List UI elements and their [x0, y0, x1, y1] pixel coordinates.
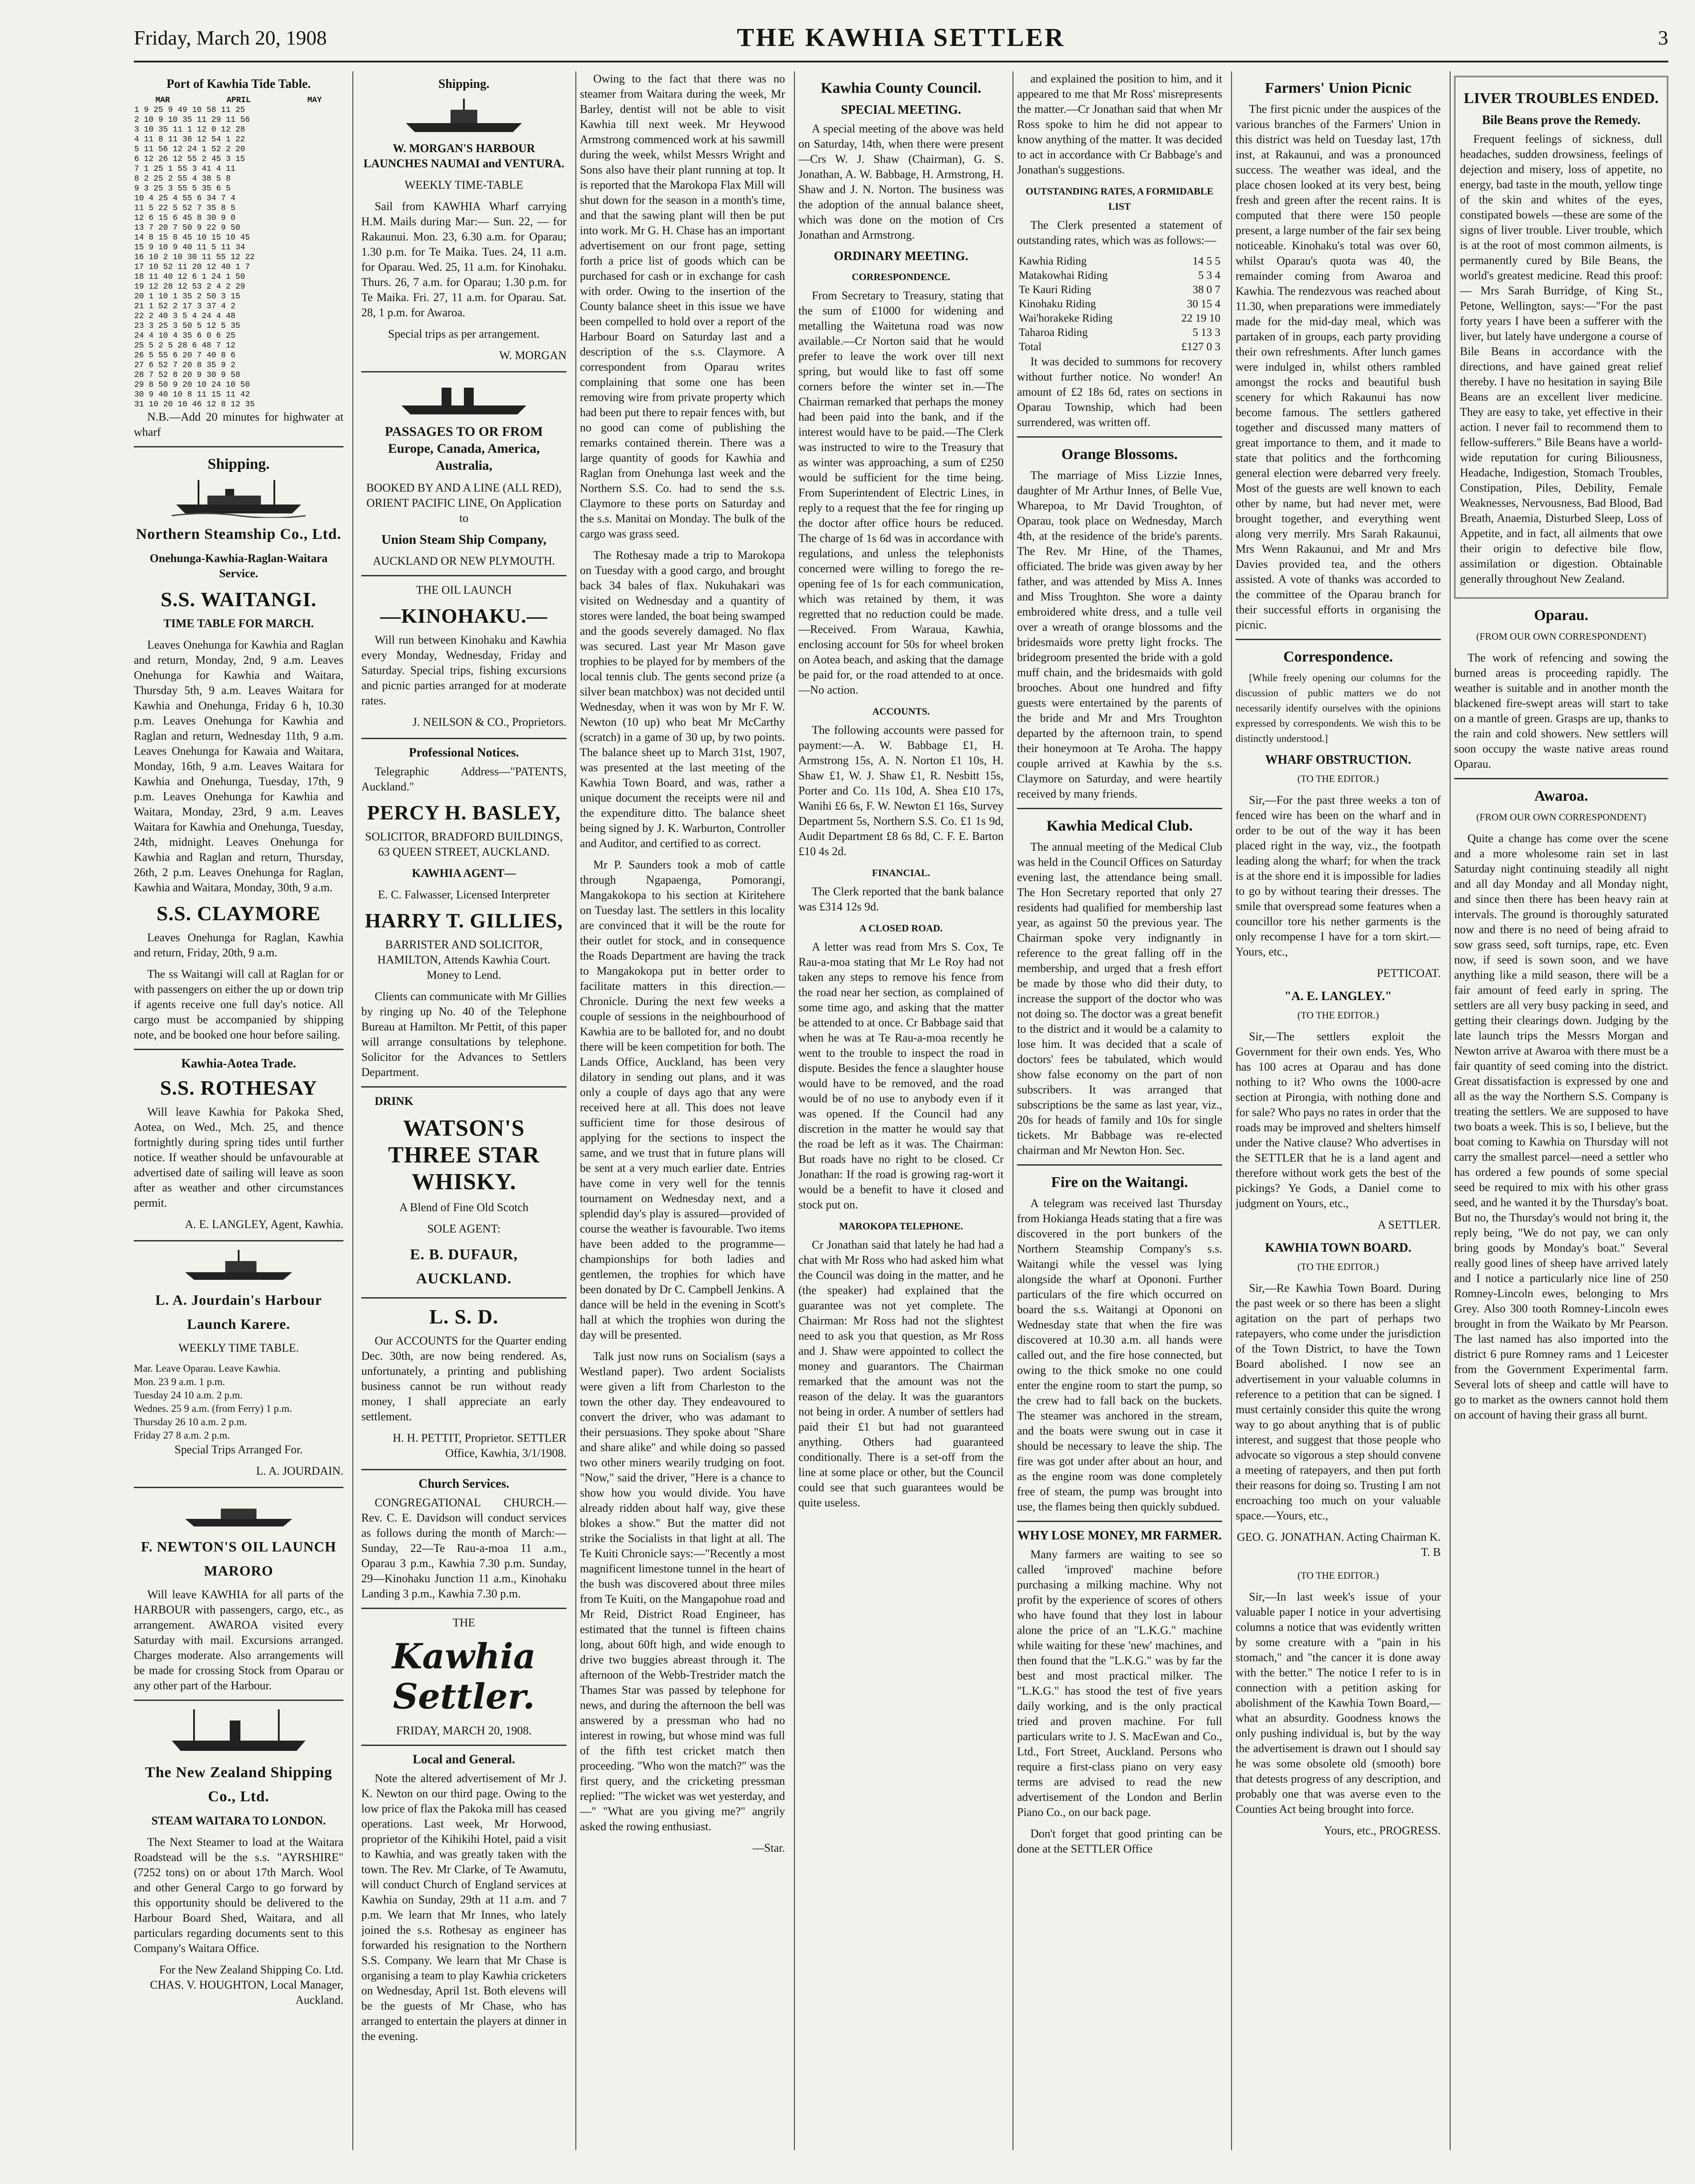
tide-row-text: 15 9 10 9 40 11 5 11 34: [134, 243, 245, 252]
tide-row: [134, 125, 343, 135]
to-editor-label: (TO THE EDITOR.): [1297, 773, 1379, 784]
tide-row: [134, 341, 343, 351]
waitangi-text: Leaves Onehunga for Kawhia and Raglan and return, Monday, 2nd, 9 a.m. Leaves Onehunga for Kawhia and Waitara, Thursday 5th, 9 a.m. Leaves Waitara for Kawhia and Onehunga, Friday 6 h, 10.30 p.m. Leaves Onehunga for Kawhia and Raglan and return, Wednesday 11th, 9 a.m. Leaves Onehunga for Kawaia and Waitara, Monday, 16th, 9 a.m. Leaves Waitara for Kawhia and Onehunga, Tuesday, 17th, 9 p.m. Leaves Onehunga for Kawhia and Waitara, Monday, 23rd, 9 a.m. Leaves Waitara for Kawhia and Onehunga, Tuesday, 24th, midnight. Leaves Onehunga for Kawhia and Raglan and return, Thursday, 26th, 2 p.m. Leaves Onehunga for Raglan, Kawhia and Waitara, Monday, 30th, 9 a.m.: [134, 638, 343, 894]
news-text-4: Talk just now runs on Socialism (says a Westland paper). Two ardent Socialists were given a lift from Charleston to the town the other day. They endeavoured to convert the driver, who was adamant to their persuasions. They spoke about "Share and share alike" and while doing so passed two other miners wearily trudging on foot. "Now," said the driver, "Here is a chance to show how you would divide. You have already ridden about half way, give these blokes a show." But the matter did not strike the Socialists in that light at all. The Te Kuiti Chronicle says:—"Recently a most magnificent limestone tunnel in the heart of the bush was discovered about three miles from Te Kuiti, on the Mangapohue road and Mr Reid, District Road Engineer, has estimated that the tunnel is fifteen chains long, about 60ft high, and wide enough to drive two buggies abreast through it. The afternoon of the Webb-Trestrider match the Thames Star was passed by telephone for news, and during the afternoon the bell was answered by a pressman who had no interest in rowing, but whose mind was full of the fifth test cricket match then proceeding. "Who won the match?" was the first query, and the cricketing pressman replied: "The wicket was wet yesterday, and—" "What are you giving me?" angrily asked the rowing enthusiast.: [580, 1350, 785, 1833]
column-divider: [352, 71, 353, 2150]
correspondence-subheading: CORRESPONDENCE.: [852, 271, 951, 282]
tide-row-text: 21 1 52 2 17 3 37 4 2: [134, 302, 236, 311]
tide-row-text: 16 10 2 10 30 11 55 12 22: [134, 253, 255, 262]
tide-row: [134, 252, 343, 262]
rates-amount: 30 15 4: [1187, 298, 1220, 310]
liner-icon: [397, 379, 531, 419]
tide-row-text: 31 10 20 10 46 12 8 12 35: [134, 400, 255, 409]
tide-row: [134, 360, 343, 370]
jourdain-row: Friday 27 8 a.m. 2 p.m.: [134, 1430, 230, 1441]
column-1: [134, 71, 343, 2150]
tide-row-text: 18 11 40 12 6 1 24 1 50: [134, 273, 245, 281]
tide-row-text: 26 5 55 6 20 7 40 8 6: [134, 351, 236, 360]
marokopa-text: Cr Jonathan said that lately he had had a chat with Mr Ross who had asked him what the Council was doing in the matter, and he (the speaker) had explained that the guarantee was not yet complete. The Chairman: Mr Ross had not the slightest need to ask you that question, as Mr Ross and J. Shaw were appointed to collect the money and guarantors. The Chairman remarked that the amount was not the reason of the delay. It was the guarantors not being in order. A number of settlers had paid their £1 but had not guaranteed anything. Others had guaranteed conditionally. There is a set-off from the line at some place or other, but the Council could see that such guarantees would be quite useless.: [798, 1238, 1004, 1509]
jourdain-row: Mon. 23 9 a.m. 1 p.m.: [134, 1376, 225, 1387]
closing-note: Don't forget that good printing can be done at the SETTLER Office: [1017, 1827, 1222, 1855]
to-editor-label: (TO THE EDITOR.): [1297, 1570, 1379, 1581]
correspondence-note: [While freely opening our columns for the discussion of public matters we do not necessarily identify ourselves with the opinions expressed by correspondents. We wish this to be distinctly understood.]: [1236, 672, 1441, 744]
column-divider: [1450, 71, 1451, 2150]
picnic-heading: Farmers' Union Picnic: [1265, 80, 1412, 96]
oparau-heading: Oparau.: [1534, 607, 1588, 624]
nsc-route: Onehunga-Kawhia-Raglan-Waitara Service.: [149, 552, 328, 580]
professional-heading: Professional Notices.: [409, 746, 519, 760]
rates-table: [1017, 254, 1222, 354]
tide-row-text: 30 9 40 10 8 11 15 11 42: [134, 390, 250, 399]
tide-table: [134, 95, 343, 410]
nz-shipping-text: The Next Steamer to load at the Waitara Roadstead will be the s.s. "AYRSHIRE" (7252 tons) on or about 17th March. Wool and other General Cargo to go forward by this opportunity should be delivered to the Harbour Board Shed, Waitara, and all particulars regarding documents sent to this Company's Waitara Office.: [134, 1836, 343, 1955]
morgan-text: Sail from KAWHIA Wharf carrying H.M. Mails during Mar:— Sun. 22, — for Rakaunui. Mon. 23, 6.30 a.m. for Oparau; 1.30 p.m. for Te Maika. Tues. 24, 11 a.m. for Oparau. Wed. 25, 11 a.m. for Kinohaku. Thurs. 26, 7 a.m. for Oparau; 1.30 p.m. for Te Maika. Fri. 27, 11 a.m. for Oparau. Sat. 28, 1 p.m. for Awaroa.: [361, 200, 566, 319]
nameplate: Kawhia Settler.: [392, 1636, 536, 1717]
drink-label: DRINK: [375, 1095, 413, 1108]
liver-advert: [1454, 76, 1668, 599]
townboard-heading: KAWHIA TOWN BOARD.: [1265, 1241, 1412, 1255]
rothesay-text: Will leave Kawhia for Pakoka Shed, Aotea, on Wed., Mch. 25, and thence fortnightly during spring tides until further notice. If weather should be unfavourable at advertised date of sailing will leave as soon after as weather and other circumstances permit.: [134, 1105, 343, 1209]
rates-amount: 22 19 10: [1181, 312, 1220, 324]
to-editor-label: (TO THE EDITOR.): [1297, 1009, 1379, 1021]
tide-row: [134, 105, 343, 115]
gillies-text: BARRISTER AND SOLICITOR, HAMILTON, Attends Kawhia Court. Money to Lend.: [377, 938, 550, 981]
rates-riding: Te Kauri Riding: [1019, 284, 1091, 296]
shipping-heading: Shipping.: [438, 77, 490, 91]
tide-month: MAR: [155, 96, 170, 105]
correspondence-text: From Secretary to Treasury, stating that the sum of £1000 for widening and metalling the Waitetuna road was now available.—Cr Norton said that he would prefer to leave the work over till next spring, but would like to fast off some corners before the winter set in.—The Chairman remarked that perhaps the money had been paid into the bank, and if the interest would have to be paid.—The Clerk was instructed to wire to the Treasury that as winter was approaching, a sum of £250 would be sufficient for the time being. From Superintendent of Electric Lines, in reply to a request that the fee for ringing up the doctor after office hours be reduced. The charge of 1s 6d was in accordance with regulations, and unless the telephonists concerned were willing to forego the re-opening fee of 1s for each communication, which was retained by them, it was regretted that no reduction could be made.—Received. From Waraua, Kawhia, enclosing account for 50s for wheel broken on Aotea beach, and asking that the damage be paid for, or the road attended to at once.—No action.: [798, 289, 1004, 696]
tide-row-text: 14 8 15 8 45 10 15 10 45: [134, 233, 250, 242]
langley-signature: A SETTLER.: [1377, 1218, 1441, 1231]
tide-row-text: 23 3 25 3 50 5 12 5 35: [134, 322, 240, 331]
watsons-title: WATSON'S THREE STAR WHISKY.: [388, 1116, 540, 1195]
accounts-text: The following accounts were passed for payment:—A. W. Babbage £1, H. Armstrong 15s, A. N. Norton £1 10s, H. Shaw £1, W. J. Shaw £1, R. Nesbitt 15s, Porter and Co. 11s 10d, A. Shea £10 17s, Wanihi £6 6s, F. W. Newton £1 16s, Survey Department 5s, Northern S.S. Co. £1 1s 9d, Audit Department £8 6s 8d, C. F. E. Barton £10 4s 2d.: [798, 724, 1004, 858]
nz-shipping-signature: For the New Zealand Shipping Co. Ltd. CHAS. V. HOUGHTON, Local Manager, Auckland.: [150, 1963, 343, 2006]
outstanding-heading: OUTSTANDING RATES, A FORMIDABLE LIST: [1025, 186, 1214, 212]
oil-launch-icon: [181, 1494, 297, 1530]
rates-riding: Total: [1019, 341, 1042, 353]
wharf-heading: WHARF OBSTRUCTION.: [1265, 753, 1411, 767]
news-signature: —Star.: [752, 1841, 785, 1854]
rates-row: [1017, 283, 1222, 297]
telegraphic-address: Telegraphic Address—"PATENTS, Auckland.": [361, 765, 566, 793]
tide-row: [134, 213, 343, 223]
rates-row: [1017, 269, 1222, 283]
passages-title: PASSAGES TO OR FROM Europe, Canada, America, Australia,: [384, 424, 543, 473]
own-correspondent-label: (FROM OUR OWN CORRESPONDENT): [1476, 811, 1646, 823]
tide-row: [134, 351, 343, 360]
column-divider: [794, 71, 795, 2150]
rates-amount: 38 0 7: [1192, 284, 1220, 296]
church-text: CONGREGATIONAL CHURCH.—Rev. C. E. Davidson will conduct services as follows during the month of March:— Sunday, 22—Te Rau-a-moa 11 a.m., Oparau 3 p.m., Kawhia 7.30 p.m. Sunday, 29—Kinohaku Junction 11 a.m., Kinohaku Landing 3 p.m., Kawhia 7.30 p.m.: [361, 1496, 566, 1600]
wharf-signature: PETTICOAT.: [1377, 967, 1441, 980]
tide-row: [134, 282, 343, 292]
tide-row: [134, 292, 343, 302]
rates-riding: Matakowhai Riding: [1019, 269, 1108, 281]
townboard-text: Sir,—Re Kawhia Town Board. During the past week or so there has been a slight agitation on the part of perhaps two ratepayers, who come under the jurisdiction of the Town District, to have the Town Board abolished. I now see an advertisement in your valuable columns in reference to a petition that can be signed. I must certainly consider this quite the wrong way to go about anything that is of public interest, and suggest that those people who advocate so vigorous a step should convene a meeting of ratepayers, and then put forth their reasons for doing so. Trusting I am not encroaching too much on your valuable space.—Yours, etc.,: [1236, 1282, 1441, 1522]
morgan-timetable: WEEKLY TIME-TABLE: [404, 178, 524, 191]
tide-row: [134, 331, 343, 341]
paper-title: THE KAWHIA SETTLER: [737, 23, 1065, 52]
nameplate-small: THE: [452, 1616, 475, 1629]
tide-table-title: Port of Kawhia Tide Table.: [166, 77, 311, 91]
column-divider: [575, 71, 576, 2150]
tide-row-text: 10 4 25 4 55 6 34 7 4: [134, 194, 236, 203]
tide-row-text: 5 11 56 12 24 1 52 2 20: [134, 145, 245, 154]
morgan-note: Special trips as per arrangement.: [388, 327, 540, 340]
jourdain-title: L. A. Jourdain's Harbour Launch Karere.: [155, 1292, 322, 1332]
tide-row: [134, 311, 343, 321]
union-sub: AUCKLAND OR NEW PLYMOUTH.: [372, 554, 555, 567]
launch-icon: [181, 1248, 297, 1283]
tide-row: [134, 302, 343, 311]
basley-name: PERCY H. BASLEY,: [367, 801, 561, 824]
jourdain-row: Thursday 26 10 a.m. 2 p.m.: [134, 1416, 247, 1427]
financial-subheading: FINANCIAL.: [872, 867, 930, 878]
tide-row: [134, 390, 343, 400]
tide-row-text: 6 12 26 12 55 2 45 3 15: [134, 155, 245, 164]
tide-row: [134, 174, 343, 184]
awaroa-heading: Awaroa.: [1534, 788, 1588, 804]
kinohaku-title: —KINOHAKU.—: [380, 604, 548, 627]
agent-heading: KAWHIA AGENT—: [412, 867, 516, 880]
column-3: [580, 71, 785, 2150]
nameplate-date: FRIDAY, MARCH 20, 1908.: [396, 1724, 532, 1737]
medical-text: The annual meeting of the Medical Club was held in the Council Offices on Saturday evening last, the attendance being small. The Hon Secretary reported that only 27 residents had qualified for membership last year, as against 50 the previous year. The Chairman spoke very indignantly in reference to the great falling off in the membership, and urged that a fresh effort be made by those who did their duty, to increase the support of the doctor who was not doing so. The doctor was a great benefit to the district and it would be a calamity to lose him. It was decided that a scale of doctors' fees be tabulated, which would show false economy on the part of non subscribers. It was arranged that subscriptions be the same as last year, viz., 20s for heads of family and 10s for single tickets. Mr Babbage was re-elected chairman and Mr Newton Hon. Sec.: [1017, 840, 1222, 1157]
tide-row: [134, 380, 343, 390]
rates-riding: Wai'horakeke Riding: [1019, 312, 1113, 324]
progress-letter-text: Sir,—In last week's issue of your valuable paper I notice in your advertising columns a notice that was evidently written by some creature with a "pain in his stomach," and "the cancer it is done away with the better." The notice I refer to is in connection with a petition asking for abolishment of the Kawhia Town Board,—what an absurdity. Goodness knows the only pushing individual is, but by the way the advertisement is drawn out I should say he was some obsolete old (smooth) bore that detests progress of any description, and probably one that was averse even to the Counties Act being brought into force.: [1236, 1590, 1441, 1816]
lsd-title: L. S. D.: [429, 1305, 499, 1328]
langley-text: Sir,—The settlers exploit the Government for their own ends. Yes, Who has 100 acres at Oparau and has done nothing to it? Who owns the 1000-acre section at Pirongia, with nothing done and for sale? Who pays no rates in order that the roads may be improved and shelters himself under the Native clause? Who advertises in the SETTLER that he is a land agent and therefore without work gets the best of the pickings? Ye Gods, a Daniel come to judgment on Yours, etc.,: [1236, 1030, 1441, 1210]
lsd-text: Our ACCOUNTS for the Quarter ending Dec. 30th, are now being rendered. As, unfortunately, a printing and publishing business cannot be run without ready money, I shall appreciate an early settlement.: [361, 1334, 566, 1423]
tide-note: N.B.—Add 20 minutes for highwater at wharf: [134, 410, 343, 438]
lsd-signature: H. H. PETTIT, Proprietor. SETTLER Office, Kawhia, 3/1/1908.: [393, 1431, 566, 1460]
passages-text: BOOKED BY AND A LINE (ALL RED), ORIENT PACIFIC LINE, On Application to: [366, 481, 562, 525]
rates-amount: 5 3 4: [1198, 269, 1220, 281]
tide-row: [134, 223, 343, 233]
jourdain-row: Mar. Leave Oparau. Leave Kawhia.: [134, 1363, 281, 1374]
liver-subheading: Bile Beans prove the Remedy.: [1482, 113, 1641, 127]
tide-row-text: 12 6 15 6 45 8 30 9 0: [134, 214, 236, 223]
column-2: [361, 71, 566, 2150]
tide-row-text: 27 6 52 7 20 8 35 9 2: [134, 361, 236, 370]
tide-month: APRIL: [226, 96, 251, 105]
gillies-name: HARRY T. GILLIES,: [365, 909, 563, 932]
union-title: Union Steam Ship Company,: [381, 532, 547, 547]
rothesay-signature: A. E. LANGLEY, Agent, Kawhia.: [185, 1218, 343, 1231]
basley-text: SOLICITOR, BRADFORD BUILDINGS, 63 QUEEN STREET, AUCKLAND.: [365, 830, 563, 858]
closed-road-subheading: A CLOSED ROAD.: [859, 922, 943, 934]
townboard-signature: GEO. G. JONATHAN. Acting Chairman K. T. B: [1236, 1530, 1441, 1559]
tide-row: [134, 203, 343, 213]
tide-row-text: 7 1 25 1 55 3 41 4 11: [134, 165, 236, 174]
column-5: [1017, 71, 1222, 2150]
tide-row: [134, 262, 343, 272]
rates-note: It was decided to summons for recovery without further notice. No wonder! An amount of £2 18s 6d, rates on sections in Oparau Township, which had been surrendered, was written off.: [1017, 355, 1222, 429]
rothesay-name: S.S. ROTHESAY: [160, 1076, 318, 1099]
church-heading: Church Services.: [418, 1477, 509, 1491]
rates-amount: 14 5 5: [1192, 255, 1220, 267]
waitangi-name: S.S. WAITANGI.: [161, 588, 317, 611]
financial-text: The Clerk reported that the bank balance was £314 12s 9d.: [798, 885, 1004, 913]
morgan-title: W. MORGAN'S HARBOUR LAUNCHES NAUMAI and VENTURA.: [363, 142, 565, 170]
rates-amount: £127 0 3: [1181, 341, 1220, 353]
tide-row-text: 25 5 2 5 28 6 48 7 12: [134, 341, 236, 350]
tide-row: [134, 135, 343, 145]
tide-row: [134, 233, 343, 243]
watsons-sub: A Blend of Fine Old Scotch: [399, 1201, 529, 1214]
newton-title: F. NEWTON'S OIL LAUNCH MARORO: [141, 1539, 337, 1579]
news-text-2: The Rothesay made a trip to Marokopa on Tuesday with a good cargo, and brought back 34 bales of flax. Nukuhakari was visited on Wednesday and a quantity of stores were landed, the boat being swamped and the goods severely damaged. No flax was secured. Last year Mr Mason gave trophies to be played for by members of the local tennis club. The gents second prize (a silver bean matchbox) was not decided until Wednesday, when it was won by Mr F. W. Newton (10 up) who beat Mr McCarthy (scratch) in a game of 30 up, by two points. The balance sheet up to March 31st, 1907, was presented at the last meeting of the Kawhia Town Board, and was, rather a unique document the receipts were nil and the expenditure ditto. The balance sheet being signed by J. K. Warburton, Controller and Auditor, and certified to as correct.: [580, 549, 785, 850]
tide-row: [134, 194, 343, 203]
claymore-note: The ss Waitangi will call at Raglan for or with passengers on either the up or down trip if agents receive one full day's notice. All cargo must be accompanied by shipping note, and be booked one hour before sailing.: [134, 968, 343, 1041]
oparau-text: The work of refencing and sowing the burned areas is proceeding rapidly. The weather is suitable and in another month the blackened fire-swept areas will start to take on a mantle of green. Grasps are up, thanks to the rain and cold showers. New settlers will soon occupy the waste native areas round Oparau.: [1454, 651, 1668, 770]
fire-heading: Fire on the Waitangi.: [1051, 1174, 1188, 1191]
local-text: Note the altered advertisement of Mr J. K. Newton on our third page. Owing to the low price of flax the Pakoka mill has ceased operations. Last week, Mr Horwood, proprietor of the Kihikihi Hotel, paid a visit to Kawhia, and was greatly taken with the town. The Rev. Mr Clarke, of Te Awamutu, will conduct Church of England services at Kawhia on Sunday, 29th at 11 a.m. and 7 p.m. We learn that Mr Innes, who lately joined the s.s. Rothesay as engineer has forwarded his resignation to the Northern S.S. Company. We learn that Mr Chase is organising a team to play Kawhia cricketers on Wednesday, April 1st. Both elevens will be the guests of Mr Chase, who has arranged to entertain the players at dinner in the evening.: [361, 1772, 566, 2043]
morgan-signature: W. MORGAN: [499, 349, 566, 362]
column-4: [798, 71, 1004, 2150]
masthead: [134, 18, 1668, 54]
council-heading: Kawhia County Council.: [821, 80, 981, 96]
farmer-heading: WHY LOSE MONEY, MR FARMER.: [1017, 1529, 1222, 1543]
column-7: [1454, 71, 1668, 2150]
steamship-icon: [172, 478, 306, 518]
tide-row: [134, 164, 343, 174]
special-meeting-text: A special meeting of the above was held on Saturday, 14th, when there were present—Crs W. J. Shaw (Chairman), G. S. Jonathan, A. W. Babbage, H. Armstrong, H. Shaw and J. N. Norton. The business was the adoption of the annual balance sheet, which was done on the motion of Crs Jonathan and Armstrong.: [798, 122, 1004, 241]
claymore-name: S.S. CLAYMORE: [157, 902, 321, 925]
rates-riding: Taharoa Riding: [1019, 327, 1088, 339]
issue-date: Friday, March 20, 1908: [134, 26, 327, 49]
kinohaku-text: Will run between Kinohaku and Kawhia every Monday, Wednesday, Friday and Saturday. Special trips, fishing excursions and picnic parties arranged for at moderate rates.: [361, 633, 566, 707]
tide-row-text: 28 7 52 8 20 9 30 9 58: [134, 371, 240, 380]
agent-text: E. C. Falwasser, Licensed Interpreter: [378, 888, 550, 901]
tide-row-text: 19 12 28 12 53 2 4 2 29: [134, 282, 245, 291]
news-text-3: Mr P. Saunders took a mob of cattle through Ngapaenga, Pomorangi, Mangakokopa to his section at Kiritehere on Tuesday last. The settlers in this locality are convinced that it will be the route for their outlet for stock, and in consequence the Roads Department are having the track to Mangakokopa put in better order to facilitate matters in this direction.—Chronicle. During the next few weeks a couple of sessions in the neighbourhood of Kawhia are to be balloted for, and no doubt there will be keen competition for both. The Lands Office, Auckland, has been very dilatory in sending out plans, and it was only a couple of days ago that any were received here at all. This does not leave sufficient time for those desirous of applying for the sections to inspect the same, and we trust that in future plans will be sent at a very much earlier date. Entries have come in very well for the tennis tournament on Wednesday next, and a splendid day's play is assured—provided of course the weather is favourable. Two items have been added to the programme—championships for both ladies and gentlemen, the trophies for which have been donated by Dr C. Campbell Jenkins. A dance will be held in the evening in Scott's hall at which the trophies won during the day will be presented.: [580, 858, 785, 1341]
to-editor-label: (TO THE EDITOR.): [1297, 1261, 1379, 1272]
jourdain-row: Wednes. 25 9 a.m. (from Ferry) 1 p.m.: [134, 1403, 292, 1414]
tide-row-text: 29 8 50 9 20 10 24 10 50: [134, 381, 250, 389]
newton-text: Will leave KAWHIA for all parts of the HARBOUR with passengers, cargo, etc., as arrangement. AWAROA visited every Saturday with mail. Excursions arranged. Charges moderate. Also arrangements will be made for crossing Stock from Oparau or any other part of the Harbour.: [134, 1588, 343, 1692]
kinohaku-intro: THE OIL LAUNCH: [416, 583, 512, 596]
tide-row-text: 2 10 9 10 35 11 29 11 56: [134, 116, 250, 124]
tide-row-text: 22 2 40 3 5 4 24 4 48: [134, 312, 236, 321]
tide-month: MAY: [307, 96, 322, 105]
accounts-subheading: ACCOUNTS.: [872, 706, 930, 717]
rates-row: [1017, 297, 1222, 311]
tide-row-text: 20 1 10 1 35 2 50 3 15: [134, 292, 240, 301]
nsc-title: Northern Steamship Co., Ltd.: [136, 526, 342, 542]
aotea-heading: Kawhia-Aotea Trade.: [181, 1057, 296, 1071]
closed-road-text: A letter was read from Mrs S. Cox, Te Rau-a-moa stating that Mr Le Roy had not taken any steps to remove his fence from the road near her section, as complained of some time ago, and asking that the matter be attended to at once. Cr Babbage said that when he was at Te Rau-a-moa recently he went to the trouble to inspect the road in dispute. Besides the fence a slaughter house would have to be removed, and the road would be of no use to anybody even if it was opened. If the Council had any discretion in the matter he would say that the road be left as it was. The Chairman: But roads have no right to be closed. Cr Jonathan: If the road is growing rag-wort it would be a benefit to have it closed and stock put on.: [798, 940, 1004, 1211]
tide-row-text: 3 10 35 11 1 12 0 12 28: [134, 125, 245, 134]
tide-row: [134, 184, 343, 194]
medical-heading: Kawhia Medical Club.: [1046, 818, 1193, 834]
masthead-rule: [134, 61, 1668, 62]
correspondence-heading: Correspondence.: [1283, 649, 1393, 665]
tide-row: [134, 370, 343, 380]
own-correspondent-label: (FROM OUR OWN CORRESPONDENT): [1476, 631, 1646, 642]
ordinary-meeting-heading: ORDINARY MEETING.: [834, 249, 968, 263]
marokopa-subheading: MAROKOPA TELEPHONE.: [839, 1220, 963, 1232]
rates-amount: 5 13 3: [1192, 327, 1220, 339]
jourdain-signature: L. A. JOURDAIN.: [256, 1464, 343, 1477]
orange-text: The marriage of Miss Lizzie Innes, daughter of Mr Arthur Innes, of Belle Vue, Wharepoa, to Mr David Troughton, of Oparau, took place on Wednesday, March 4th, at the residence of the bride's parents. The Rev. Mr Hine, of the Thames, officiated. The bride was given away by her father, and was attended by Miss A. Innes and Miss Troughton. She wore a dainty embroidered white dress, and a tulle veil over a wreath of orange blossoms and the bridesmaids wore pretty light frocks. The bridegroom presented the bride with a gold muff chain, and the bridesmaids with gold brooches. About one hundred and fifty guests were entertained by the parents of the bride and Mr and Mrs Troughton departed by the afternoon train, to spend their honeymoon at Te Aroha. The happy couple arrived at Kawhia by the s.s. Claymore on Saturday, and were heartily received by many friends.: [1017, 469, 1222, 800]
outstanding-text: The Clerk presented a statement of outstanding rates, which was as follows:—: [1017, 219, 1222, 247]
tide-row: [134, 321, 343, 331]
dufaur: E. B. DUFAUR, AUCKLAND.: [410, 1246, 518, 1287]
tide-row: [134, 115, 343, 125]
waitangi-timetable: TIME TABLE FOR MARCH.: [163, 617, 314, 630]
tide-row: [134, 272, 343, 282]
steamer-icon: [167, 1707, 310, 1756]
rates-riding: Kinohaku Riding: [1019, 298, 1096, 310]
jourdain-note: Special Trips Arranged For.: [174, 1443, 303, 1456]
jourdain-timetable: WEEKLY TIME TABLE.: [178, 1341, 299, 1354]
tide-row: [134, 243, 343, 252]
tide-row-text: 8 2 25 2 55 4 38 5 8: [134, 174, 231, 183]
tide-row: [134, 145, 343, 154]
rates-row: [1017, 311, 1222, 326]
nz-shipping-title: The New Zealand Shipping Co., Ltd.: [145, 1764, 332, 1805]
gillies-body: Clients can communicate with Mr Gillies by ringing up No. 40 of the Telephone Bureau at Hamilton. Mr Pettit, of this paper will arrange consultations by telephone. Solicitor for the Advances to Settlers Department.: [361, 990, 566, 1079]
fire-text: A telegram was received last Thursday from Hokianga Heads stating that a fire was discovered in the port bunkers of the Northern Steamship Company's s.s. Waitangi while the vessel was lying alongside the wharf at Opononi. Further particulars of the fire which occurred on board the s.s. Waitangi at Opononi on Wednesday state that when the fire was discovered at 10.30 a.m. all hands were called out, and the fire hose connected, but owing to the thick smoke no one could enter the engine room to start the pump, so the crew had to fall back on the buckets. The steamer was anchored in the stream, and the boats were swung out in case it should be necessary to leave the ship. The fire was got under after about an hour, and as the engine room was done completely free of steam, the pump was brought into use, the flames being then quickly subdued.: [1017, 1197, 1222, 1513]
tide-row: [134, 400, 343, 410]
jourdain-rows: [134, 1362, 343, 1442]
orange-heading: Orange Blossoms.: [1061, 446, 1178, 463]
picnic-text: The first picnic under the auspices of the various branches of the Farmers' Union in this district was held on Tuesday last, 17th inst, at Rakaunui, and was a pronounced success. The weather was ideal, and the place chosen looked at its very best, being fresh and green after the recent rains. It is computed that there were 150 people present, a large number of the fair sex being noticeable. Kinohaku's total was over 60, whilst Oparau's quota was 40, the remainder coming from Awaroa and Kawhia. The rendezvous was reached about 11.30, when preparations were immediately made for the mid-day meal, which was partaken of in groups, each party providing their own refreshments. After lunch games were indulged in, whilst others rambled amongst the rocks and beautiful bush scenery for which Rakaunui has now become famous. The settlers gathered together and discussed many matters of great importance to them, and it made to state that politics and the forthcoming general election were debarred very freely. Most of the guests are well known to each other by name, but had never met, were brought together, and everything went along very merrily. Mrs Sarah Rakaunui, Mrs Wenn Rakaunui, and Mr and Mrs Davies provided tea, and the others assisted. A vote of thanks was accorded to the committee of the Oparau branch for their successful efforts in organising the picnic.: [1236, 103, 1441, 631]
launch-icon: [401, 96, 526, 136]
rates-row: [1017, 254, 1222, 269]
rates-row: [1017, 340, 1222, 354]
rates-row: [1017, 326, 1222, 340]
tide-row-text: 13 7 20 7 50 9 22 9 50: [134, 223, 240, 232]
tide-row-text: 17 10 52 11 20 12 40 1 7: [134, 263, 250, 272]
awaroa-text: Quite a change has come over the scene and a more wholesome rain set in last Saturday night continuing steadily all night and all day Monday and all Monday night, and since then there has been heavy rain at intervals. The ground is thoroughly saturated now and there is no need of being afraid to sow grass seed, soft turnips, rape, etc. Even now, if seed is sown soon, and we have anything like a mild season, there will be a fair amount of feed early in spring. The settlers are all very busy packing in seed, and getting their clearings down. Judging by the late launch trips the Messrs Morgan and Newton arrive at Awaroa with there must be a fair quantity of seed coming into the district. Great dissatisfaction is expressed by one and all as the way the Northern S.S. Company is treating the settlers. We are supposed to have two boats a week. This is so, I believe, but the boat coming to Kawhia on Thursday will not carry the smallest parcel—need a settler who has ordered a few pounds of some special seed be required to mix with his other grass seed, and he wanted it by the Thursday's boat. But no, the Thursday's would not bring it, the reply being, "We do not pay, we can only bring goods by Monday's boat." Several really good lines of sheep have arrived lately and I notice a particularly nice line of 250 Romney-Lincoln ewes, belonging to Mrs Grey. Also 300 tooth Romney-Lincoln ewes brought in from the Waikato by Mr Pearson. The last named has also imported into the district 6 pure Romney rams and 1 Leicester from the Government Experimental farm. Several lots of sheep and cattle will have to go to market as the owners cannot hold them on account of having their grass all burnt.: [1454, 832, 1668, 1421]
liver-text: Frequent feelings of sickness, dull headaches, sudden drowsiness, feelings of dejection and misery, loss of appetite, no energy, bad taste in the mouth, yellow tinge of the skin and whites of the eyes, constipated bowels —these are some of the signs of liver trouble. Liver trouble, which is at the root of most common ailments, is permanently cured by Bile Beans, the world's greatest medicine. Read this proof:— Mrs Sarah Burridge, of King St., Petone, Wellington, says:—"For the past forty years I have been a sufferer with the liver, but lately have undergone a course of Bile Beans in accordance with the directions, and have gained great relief thereby. I have no hesitation in saying Bile Beans are an excellent liver medicine. They are easy to take, yet effective in their action. I never fail to recommend them to fellow-sufferers." Bile Beans have a world-wide reputation for curing Biliousness, Headache, Indigestion, Stomach Troubles, Constipation, Piles, Debility, Female Weaknesses, Nervousness, Bad Blood, Bad Breath, Anaemia, Disturbed Sleep, Loss of Appetite, and in fact, all ailments that owe their origin to defective bile flow, assimilation or digestion. Obtainable generally throughout New Zealand.: [1460, 132, 1662, 585]
kinohaku-signature: J. NEILSON & CO., Proprietors.: [412, 716, 566, 728]
tide-row-text: 24 4 10 4 35 6 0 6 25: [134, 331, 236, 340]
special-meeting-heading: SPECIAL MEETING.: [841, 103, 961, 117]
sole-agent: SOLE AGENT:: [427, 1222, 501, 1235]
council-continued: and explained the position to him, and it appeared to me that Mr Ross' misrepresents the matter.—Cr Jonathan said that when Mr Ross spoke to him he did not appear to know anything of the matter. It was decided to act in accordance with Cr Babbage's and Jonathan's suggestions.: [1017, 72, 1222, 176]
liver-heading: LIVER TROUBLES ENDED.: [1463, 90, 1659, 107]
tide-row-text: 1 9 25 9 49 10 58 11 25: [134, 106, 245, 115]
wharf-text: Sir,—For the past three weeks a ton of fenced wire has been on the wharf and in order to be out of the way it has been placed right in the way, viz., the footpath leading along the wharf; for when the track is at the shore end it is impossible for ladies to go by without tearing their dresses. The smile that overspread some features when a councillor tore his nether garments is the only recompense I have for a torn skirt.—Yours, etc.,: [1236, 794, 1441, 958]
nz-shipping-sub: STEAM WAITARA TO LONDON.: [151, 1814, 326, 1827]
page-number: 3: [1658, 26, 1668, 49]
news-text-1: Owing to the fact that there was no steamer from Waitara during the week, Mr Barley, dentist will not be able to visit Kawhia till next week. Mr Heywood Armstrong commenced work at his sawmill during the week, whilst Messrs Wright and Sons also have their plant running at top. It is reported that the Marokopa Flax Mill will shut down for the season in a month's time, and that the sawing plant will then be put into work. Mr G. H. Chase has an important advertisement on our front page, setting forth a price list of goods which can be purchased for cash or in exchange for cash with order. Owing to the insertion of the County balance sheet in this issue we have been compelled to hold over a report of the Harbour Board on Saturday last and a description of the s.s. Claymore. A correspondent from Oparau writes complaining that some one has been removing wire from private property which had been put there to repair fences with, but no good can come of publishing the remarks contained therein. There was a large quantity of goods for Kawhia and Raglan from Onehunga last week and the Northern S.S. Co. had to send the s.s. Claymore to these ports on Saturday and the s.s. Manitai on Monday. The bulk of the cargo was grass seed.: [580, 72, 785, 540]
rates-riding: Kawhia Riding: [1019, 255, 1087, 267]
farmer-text: Many farmers are waiting to see so called 'improved' machine before purchasing a milking machine. Why not profit by the experience of scores of others who have found that they lost in labour alone the price of an "L.K.G." machine while waiting for these 'new' machines, and then found that the "L.K.G." was by far the best and most practical milker. The "L.K.G." has stood the test of five years daily working, and is the only practical tried and proven machine. For full particulars write to J. S. MacEwan and Co., Ltd., Fort Street, Auckland. Persons who require a first-class piano on very easy terms are advised to read the new advertisement of the London and Berlin Piano Co., on our back page.: [1017, 1548, 1222, 1819]
shipping-heading: Shipping.: [207, 456, 270, 472]
column-divider: [1231, 71, 1232, 2150]
tide-row-text: 11 5 22 5 52 7 35 8 5: [134, 204, 236, 213]
langley-heading: "A. E. LANGLEY.": [1284, 989, 1392, 1003]
tide-row-text: 4 11 8 11 36 12 54 1 22: [134, 135, 245, 144]
progress-signature: Yours, etc., PROGRESS.: [1324, 1824, 1441, 1837]
tide-row: [134, 154, 343, 164]
column-6: [1236, 71, 1441, 2150]
tide-row-text: 9 3 25 3 55 5 35 6 5: [134, 184, 231, 193]
jourdain-row: Tuesday 24 10 a.m. 2 p.m.: [134, 1390, 243, 1401]
local-heading: Local and General.: [413, 1753, 515, 1766]
claymore-text: Leaves Onehunga for Raglan, Kawhia and return, Friday, 20th, 9 a.m.: [134, 931, 343, 959]
